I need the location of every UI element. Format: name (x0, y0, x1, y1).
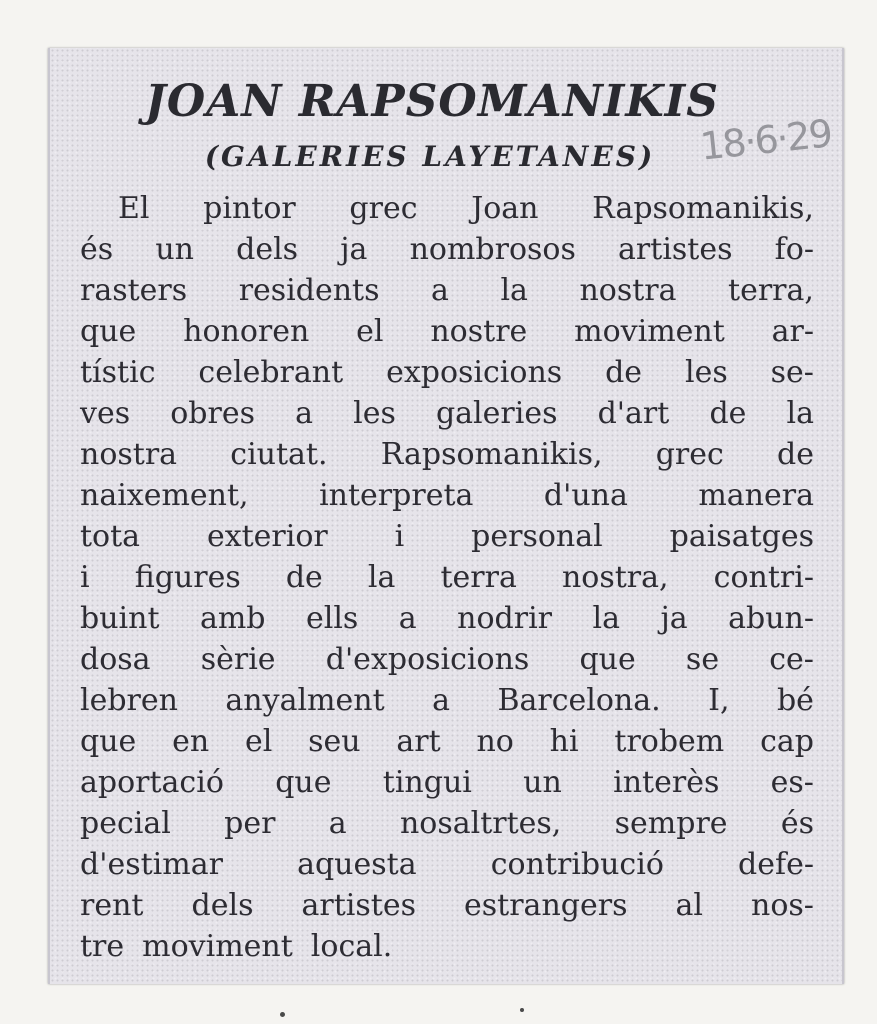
article-line (80, 926, 814, 967)
article-word: amb (199, 601, 266, 636)
article-word: abun- (728, 601, 814, 636)
article-word: per (224, 806, 276, 841)
article-word: pecial (80, 806, 171, 841)
article-word: Rapsomanikis, (592, 191, 814, 226)
article-line (80, 434, 814, 475)
article-word: defe- (738, 847, 814, 882)
article-word: ells (305, 601, 359, 636)
article-word: buint (80, 601, 160, 636)
article-word: personal (471, 519, 603, 554)
article-word: nombrosos (409, 232, 576, 267)
dust-speck (280, 1012, 285, 1017)
article-word: se (685, 642, 720, 677)
article-word: contri- (713, 560, 814, 595)
article-word: nodrir (457, 601, 553, 636)
article-word: el (356, 314, 384, 349)
article-word: cap (760, 724, 814, 759)
article-word: i (80, 560, 90, 595)
article-word: Rapsomanikis, (380, 437, 603, 472)
dust-speck (520, 1008, 524, 1012)
article-word: ar- (771, 314, 814, 349)
article-word: seu (308, 724, 361, 759)
article-word: grec (349, 191, 418, 226)
article-word: residents (238, 273, 380, 308)
article-word: de (777, 437, 814, 472)
article-word: grec (655, 437, 724, 472)
article-line (80, 598, 814, 639)
article-word: tingui (382, 765, 472, 800)
article-line (80, 352, 814, 393)
article-line (80, 229, 814, 270)
article-word: es- (770, 765, 814, 800)
article-word: ce- (769, 642, 814, 677)
article-word: I, (708, 683, 730, 718)
article-word: sèrie (200, 642, 276, 677)
article-line (80, 762, 814, 803)
article-word: en (172, 724, 210, 759)
article-word: de (709, 396, 747, 431)
article-word: aportació (80, 765, 224, 800)
article-word: nostra, (561, 560, 669, 595)
article-word: exposicions (386, 355, 563, 390)
article-word: interès (613, 765, 720, 800)
article-word: nosaltrtes, (399, 806, 562, 841)
article-word: a (432, 683, 450, 718)
article-word: local. (310, 929, 393, 964)
article-word: tístic (80, 355, 156, 390)
article-word: moviment (574, 314, 725, 349)
article-word: honoren (183, 314, 310, 349)
article-word: les (684, 355, 728, 390)
article-word: tre (80, 929, 125, 964)
article-word: nostre (430, 314, 528, 349)
article-word: obres (170, 396, 255, 431)
article-word: a (328, 806, 347, 841)
article-word: la (500, 273, 528, 308)
article-word: de (605, 355, 643, 390)
article-word: celebrant (198, 355, 344, 390)
article-word: rent (80, 888, 144, 923)
article-word: pintor (203, 191, 296, 226)
article-word: art (396, 724, 441, 759)
article-word: d'una (543, 478, 628, 513)
article-word: manera (698, 478, 814, 513)
article-word: artistes (618, 232, 733, 267)
article-word: figures (134, 560, 241, 595)
article-word: bé (776, 683, 814, 718)
article-word: no (476, 724, 514, 759)
article-word: la (367, 560, 396, 595)
article-headline: JOAN RAPSOMANIKIS (145, 76, 719, 127)
handwritten-date-note: 18·6·29 (698, 111, 833, 169)
article-word: la (592, 601, 620, 636)
article-body (80, 188, 814, 967)
article-line (80, 311, 814, 352)
article-word: un (155, 232, 194, 267)
article-word: que (579, 642, 636, 677)
article-word: és (80, 232, 114, 267)
article-word: ja (340, 232, 368, 267)
article-word: El (118, 191, 150, 226)
article-word: que (275, 765, 332, 800)
article-word: naixement, (80, 478, 249, 513)
article-word: lebren (80, 683, 178, 718)
article-word: i (394, 519, 405, 554)
article-word: que (80, 724, 137, 759)
article-word: les (353, 396, 396, 431)
article-line (80, 188, 814, 229)
article-line (80, 721, 814, 762)
article-word: se- (770, 355, 814, 390)
article-line (80, 639, 814, 680)
article-line (80, 844, 814, 885)
article-word: dels (191, 888, 254, 923)
article-word: el (244, 724, 273, 759)
article-line (80, 557, 814, 598)
article-word: d'estimar (80, 847, 223, 882)
article-subheadline: (GALERIES LAYETANES) (204, 140, 656, 173)
article-word: aquesta (297, 847, 417, 882)
article-word: interpreta (319, 478, 474, 513)
article-word: anyalment (225, 683, 385, 718)
article-line (80, 516, 814, 557)
article-word: moviment (142, 929, 293, 964)
article-line (80, 680, 814, 721)
article-word: terra, (728, 273, 814, 308)
article-word: Barcelona. (497, 683, 661, 718)
article-word: ciutat. (230, 437, 328, 472)
article-word: rasters (80, 273, 188, 308)
article-word: terra (440, 560, 517, 595)
article-word: dosa (80, 642, 151, 677)
article-word: Joan (471, 191, 539, 226)
article-word: ves (80, 396, 131, 431)
article-word: nostra (579, 273, 677, 308)
article-line (80, 475, 814, 516)
article-word: estrangers (464, 888, 628, 923)
article-word: trobem (614, 724, 725, 759)
article-word: nos- (751, 888, 814, 923)
article-word: a (431, 273, 449, 308)
article-word: hi (549, 724, 579, 759)
article-line (80, 803, 814, 844)
article-word: fo- (774, 232, 814, 267)
article-word: contribució (490, 847, 664, 882)
article-word: sempre (614, 806, 728, 841)
article-line (80, 270, 814, 311)
article-word: que (80, 314, 137, 349)
article-word: d'art (597, 396, 670, 431)
article-line (80, 393, 814, 434)
article-word: artistes (301, 888, 416, 923)
article-word: a (295, 396, 313, 431)
article-word: és (780, 806, 814, 841)
article-word: exterior (206, 519, 328, 554)
article-word: a (398, 601, 417, 636)
article-word: paisatges (669, 519, 814, 554)
article-word: nostra (80, 437, 178, 472)
article-word: galeries (435, 396, 558, 431)
article-word: un (523, 765, 562, 800)
article-line (80, 885, 814, 926)
article-word: ja (660, 601, 688, 636)
article-word: d'exposicions (325, 642, 530, 677)
article-word: tota (80, 519, 141, 554)
article-word: de (285, 560, 323, 595)
article-word: al (675, 888, 703, 923)
article-word: dels (236, 232, 299, 267)
article-word: la (786, 396, 814, 431)
